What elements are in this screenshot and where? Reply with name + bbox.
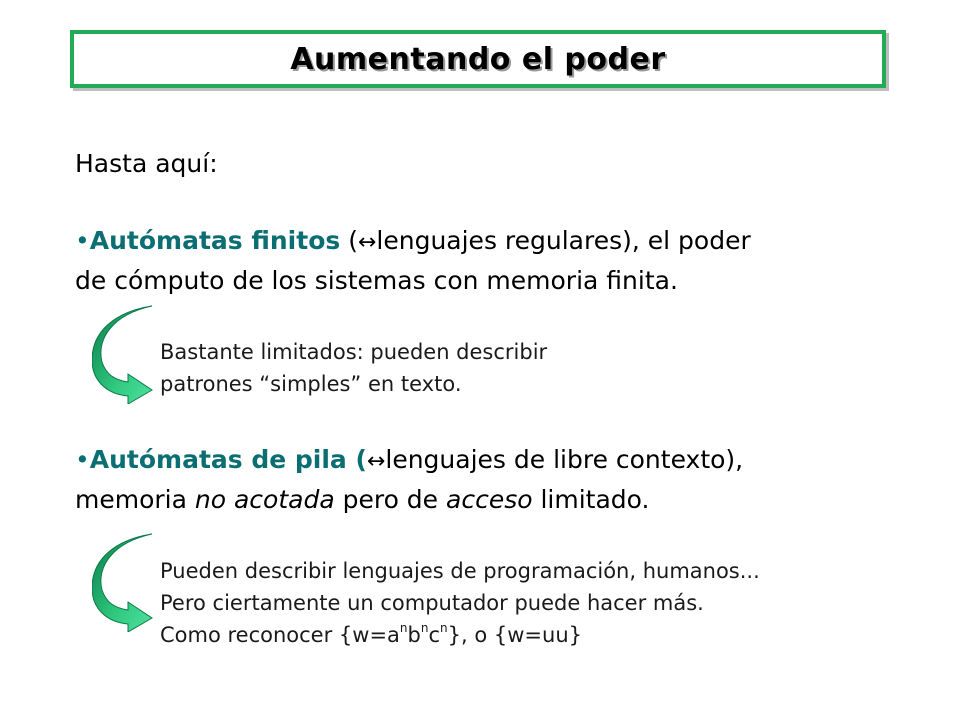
bold-term: Autómatas finitos: [89, 226, 341, 255]
note-pushdown: [160, 555, 760, 651]
superscript: n: [399, 621, 408, 635]
text-span: b: [407, 623, 421, 647]
paren-open: (: [340, 226, 358, 255]
bullet-text: lenguajes regulares), el poder: [376, 226, 751, 255]
text-span: Como reconocer {w=a: [160, 623, 400, 647]
text-span: }, o {w=uu}: [447, 623, 582, 647]
note-line-3: [160, 619, 760, 651]
text-span: limitado.: [532, 485, 650, 514]
bullet-text: lenguajes de libre contexto),: [385, 445, 744, 474]
title-box: [70, 30, 886, 88]
bullet-line-1: [75, 222, 751, 262]
text-span: pero de: [334, 485, 447, 514]
italic-span: no acotada: [194, 485, 335, 514]
bullet-finite-automata: [75, 222, 751, 300]
note-line-2: patrones “simples” en texto.: [160, 372, 462, 396]
note-finite: [160, 336, 547, 400]
italic-span: acceso: [446, 485, 533, 514]
bullet-pushdown-automata: [75, 441, 743, 519]
bullet-line-2: de cómputo de los sistemas con memoria finita.: [75, 266, 678, 295]
double-arrow-icon: ↔: [366, 449, 386, 474]
bullet-line-1: [75, 441, 743, 481]
page-title: Aumentando el poder: [290, 41, 666, 77]
text-span: memoria: [75, 485, 195, 514]
superscript: n: [420, 621, 429, 635]
bullet-dot: •: [75, 445, 90, 474]
text-span: c: [428, 623, 441, 647]
curved-arrow-icon: [92, 532, 164, 632]
intro-text: Hasta aquí:: [75, 149, 218, 178]
bold-term: Autómatas de pila (: [89, 445, 367, 474]
double-arrow-icon: ↔: [357, 230, 377, 255]
bullet-dot: •: [75, 226, 90, 255]
bullet-line-2: [75, 481, 743, 519]
superscript: n: [440, 621, 448, 635]
note-line-2: Pero ciertamente un computador puede hacer más.: [160, 591, 704, 615]
curved-arrow-icon: [92, 304, 164, 404]
note-line-1: Pueden describir lenguajes de programación, humanos...: [160, 559, 760, 583]
note-line-1: Bastante limitados: pueden describir: [160, 340, 548, 364]
